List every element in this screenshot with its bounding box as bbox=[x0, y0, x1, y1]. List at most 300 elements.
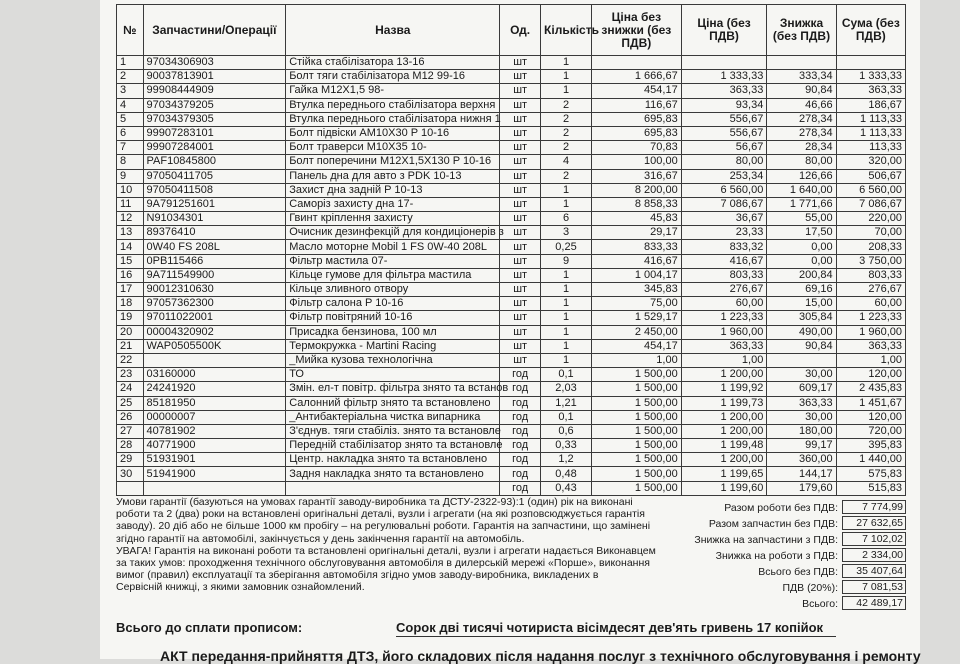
row-code: 24241920 bbox=[143, 382, 286, 396]
warranty-terms bbox=[116, 496, 656, 594]
row-qty: 0,43 bbox=[541, 481, 592, 495]
row-name: Захист дна задній P 10-13 bbox=[286, 183, 500, 197]
total-label: ПДВ (20%): bbox=[782, 582, 838, 594]
row-num: 24 bbox=[117, 382, 144, 396]
row-price-before: 1 500,00 bbox=[592, 410, 682, 424]
row-code: 0W40 FS 208L bbox=[143, 240, 286, 254]
row-code: 40771900 bbox=[143, 439, 286, 453]
row-qty: 1,2 bbox=[541, 453, 592, 467]
row-price: 1 199,48 bbox=[681, 439, 767, 453]
row-price bbox=[681, 56, 767, 70]
row-qty: 1 bbox=[541, 183, 592, 197]
row-discount: 30,00 bbox=[767, 410, 836, 424]
row-price: 80,00 bbox=[681, 155, 767, 169]
row-qty: 1,21 bbox=[541, 396, 592, 410]
row-qty: 1 bbox=[541, 268, 592, 282]
row-num: 16 bbox=[117, 268, 144, 282]
row-qty: 1 bbox=[541, 283, 592, 297]
row-discount: 333,34 bbox=[767, 70, 836, 84]
row-code: 9A791251601 bbox=[143, 197, 286, 211]
row-unit: шт bbox=[500, 311, 541, 325]
table-row bbox=[117, 368, 906, 382]
parts-table bbox=[116, 4, 906, 496]
row-code: 00004320902 bbox=[143, 325, 286, 339]
row-qty: 3 bbox=[541, 226, 592, 240]
row-price-before: 70,83 bbox=[592, 141, 682, 155]
row-name: Гайка M12X1,5 98- bbox=[286, 84, 500, 98]
row-unit: шт bbox=[500, 226, 541, 240]
row-price-before: 1 500,00 bbox=[592, 382, 682, 396]
row-num: 21 bbox=[117, 339, 144, 353]
table-header bbox=[117, 5, 906, 56]
total-row bbox=[676, 580, 906, 594]
row-unit: шт bbox=[500, 268, 541, 282]
col-num: № bbox=[117, 5, 144, 56]
row-code: 03160000 bbox=[143, 368, 286, 382]
amount-in-words-value: Сорок дві тисячі чотириста вісімдесят дев'ять гривень 17 копійок bbox=[396, 620, 836, 637]
row-unit: шт bbox=[500, 297, 541, 311]
row-sum bbox=[836, 56, 905, 70]
table-row bbox=[117, 410, 906, 424]
row-name: Болт поперечини M12X1,5X130 P 10-16 bbox=[286, 155, 500, 169]
row-discount: 278,34 bbox=[767, 126, 836, 140]
row-num: 13 bbox=[117, 226, 144, 240]
row-price-before: 2 450,00 bbox=[592, 325, 682, 339]
row-price: 363,33 bbox=[681, 339, 767, 353]
row-discount: 363,33 bbox=[767, 396, 836, 410]
row-discount: 46,66 bbox=[767, 98, 836, 112]
table-row bbox=[117, 70, 906, 84]
col-unit: Од. bbox=[500, 5, 541, 56]
row-sum: 575,83 bbox=[836, 467, 905, 481]
row-name: Фільтр повітряний 10-16 bbox=[286, 311, 500, 325]
table-row bbox=[117, 424, 906, 438]
row-price-before: 1 529,17 bbox=[592, 311, 682, 325]
col-price: Ціна (без ПДВ) bbox=[681, 5, 767, 56]
row-discount: 360,00 bbox=[767, 453, 836, 467]
table-row bbox=[117, 98, 906, 112]
row-qty: 2 bbox=[541, 112, 592, 126]
terms-line: за таких умов: проходження технічного обслуговування автомобіля в дилерській мережі «Порше», виконання bbox=[116, 557, 650, 570]
row-qty: 1 bbox=[541, 311, 592, 325]
row-code: PAF10845800 bbox=[143, 155, 286, 169]
row-name: Саморіз захисту дна 17- bbox=[286, 197, 500, 211]
totals-block bbox=[676, 500, 906, 612]
row-unit: шт bbox=[500, 84, 541, 98]
row-price-before: 316,67 bbox=[592, 169, 682, 183]
row-discount: 80,00 bbox=[767, 155, 836, 169]
row-price: 1 200,00 bbox=[681, 410, 767, 424]
table-row bbox=[117, 297, 906, 311]
table-row bbox=[117, 84, 906, 98]
row-price-before bbox=[592, 56, 682, 70]
row-name: Кільце зливного отвору bbox=[286, 283, 500, 297]
row-unit: год bbox=[500, 368, 541, 382]
row-qty: 1 bbox=[541, 325, 592, 339]
row-sum: 1 451,67 bbox=[836, 396, 905, 410]
row-num: 1 bbox=[117, 56, 144, 70]
table-row bbox=[117, 112, 906, 126]
row-price-before: 345,83 bbox=[592, 283, 682, 297]
row-qty: 1 bbox=[541, 84, 592, 98]
row-code: 97034306903 bbox=[143, 56, 286, 70]
row-qty: 6 bbox=[541, 212, 592, 226]
row-price: 556,67 bbox=[681, 126, 767, 140]
row-discount: 55,00 bbox=[767, 212, 836, 226]
row-qty: 2 bbox=[541, 141, 592, 155]
row-name: Центр. накладка знято та встановлено bbox=[286, 453, 500, 467]
row-num: 30 bbox=[117, 467, 144, 481]
row-price-before: 1 500,00 bbox=[592, 396, 682, 410]
row-sum: 1 960,00 bbox=[836, 325, 905, 339]
table-row bbox=[117, 453, 906, 467]
row-name bbox=[286, 481, 500, 495]
total-label: Знижка на запчастини з ПДВ: bbox=[694, 534, 838, 546]
row-num: 26 bbox=[117, 410, 144, 424]
row-num: 18 bbox=[117, 297, 144, 311]
row-code: 97034379205 bbox=[143, 98, 286, 112]
row-name: Болт траверси M10X35 10- bbox=[286, 141, 500, 155]
table-row bbox=[117, 126, 906, 140]
table-row bbox=[117, 339, 906, 353]
col-sum: Сума (без ПДВ) bbox=[836, 5, 905, 56]
row-code: 0PB115466 bbox=[143, 254, 286, 268]
row-num: 17 bbox=[117, 283, 144, 297]
row-price: 1 200,00 bbox=[681, 424, 767, 438]
row-unit: шт bbox=[500, 112, 541, 126]
row-sum: 1 440,00 bbox=[836, 453, 905, 467]
total-row bbox=[676, 516, 906, 530]
row-num: 11 bbox=[117, 197, 144, 211]
total-label: Разом запчастин без ПДВ: bbox=[708, 518, 838, 530]
table-row bbox=[117, 382, 906, 396]
row-sum: 70,00 bbox=[836, 226, 905, 240]
row-sum: 803,33 bbox=[836, 268, 905, 282]
row-price-before: 454,17 bbox=[592, 84, 682, 98]
row-discount: 305,84 bbox=[767, 311, 836, 325]
row-qty: 9 bbox=[541, 254, 592, 268]
row-price-before: 454,17 bbox=[592, 339, 682, 353]
row-qty: 2,03 bbox=[541, 382, 592, 396]
total-value: 7 081,53 bbox=[842, 580, 906, 594]
table-row bbox=[117, 353, 906, 367]
row-discount: 180,00 bbox=[767, 424, 836, 438]
row-num: 4 bbox=[117, 98, 144, 112]
row-code: 90012310630 bbox=[143, 283, 286, 297]
row-qty: 2 bbox=[541, 98, 592, 112]
row-name: Панель дна для авто з PDK 10-13 bbox=[286, 169, 500, 183]
row-qty: 1 bbox=[541, 70, 592, 84]
row-discount: 17,50 bbox=[767, 226, 836, 240]
row-unit: шт bbox=[500, 183, 541, 197]
row-sum: 276,67 bbox=[836, 283, 905, 297]
row-num: 5 bbox=[117, 112, 144, 126]
row-price-before: 1 500,00 bbox=[592, 424, 682, 438]
row-name: Масло моторне Mobil 1 FS 0W-40 208L bbox=[286, 240, 500, 254]
row-code: 51931901 bbox=[143, 453, 286, 467]
row-num: 22 bbox=[117, 353, 144, 367]
row-qty: 1 bbox=[541, 56, 592, 70]
row-code: 97011022001 bbox=[143, 311, 286, 325]
row-code: 00000007 bbox=[143, 410, 286, 424]
row-qty: 2 bbox=[541, 169, 592, 183]
row-num: 3 bbox=[117, 84, 144, 98]
row-name: Гвинт кріплення захисту bbox=[286, 212, 500, 226]
table-row bbox=[117, 254, 906, 268]
row-price: 1 200,00 bbox=[681, 368, 767, 382]
terms-line: Умови гарантії (базуються на умовах гарантії заводу-виробника та ДСТУ-2322-93):1 (один) рік на виконані bbox=[116, 496, 633, 508]
terms-line: вимог (правил) експлуатації та зберігання автомобіля згідно умов заводу-виробника, викладених в bbox=[116, 569, 599, 582]
row-code: N91034301 bbox=[143, 212, 286, 226]
total-value: 27 632,65 bbox=[842, 516, 906, 530]
row-price: 1 960,00 bbox=[681, 325, 767, 339]
table-row bbox=[117, 467, 906, 481]
row-name: Фільтр салона P 10-16 bbox=[286, 297, 500, 311]
row-price-before: 1 500,00 bbox=[592, 467, 682, 481]
row-num: 12 bbox=[117, 212, 144, 226]
row-num: 9 bbox=[117, 169, 144, 183]
row-name: З'єднув. тяги стабіліз. знято та встановле bbox=[286, 424, 500, 438]
row-price-before: 1 500,00 bbox=[592, 453, 682, 467]
row-unit: год bbox=[500, 424, 541, 438]
row-discount bbox=[767, 353, 836, 367]
row-price: 1 199,73 bbox=[681, 396, 767, 410]
total-value: 42 489,17 bbox=[842, 596, 906, 610]
row-unit: шт bbox=[500, 240, 541, 254]
row-sum: 506,67 bbox=[836, 169, 905, 183]
total-label: Знижка на роботи з ПДВ: bbox=[715, 550, 838, 562]
row-price: 276,67 bbox=[681, 283, 767, 297]
row-name: Передній стабілізатор знято та встановле bbox=[286, 439, 500, 453]
row-price: 1 223,33 bbox=[681, 311, 767, 325]
row-sum: 1 113,33 bbox=[836, 112, 905, 126]
row-price-before: 695,83 bbox=[592, 126, 682, 140]
row-name: Втулка переднього стабілізатора нижня 1 bbox=[286, 112, 500, 126]
total-row bbox=[676, 532, 906, 546]
row-code: 85181950 bbox=[143, 396, 286, 410]
row-sum: 60,00 bbox=[836, 297, 905, 311]
row-price: 60,00 bbox=[681, 297, 767, 311]
row-code: 89376410 bbox=[143, 226, 286, 240]
row-qty: 0,1 bbox=[541, 410, 592, 424]
row-unit: шт bbox=[500, 56, 541, 70]
row-price: 1,00 bbox=[681, 353, 767, 367]
row-sum: 3 750,00 bbox=[836, 254, 905, 268]
row-num: 8 bbox=[117, 155, 144, 169]
row-num: 10 bbox=[117, 183, 144, 197]
row-unit: шт bbox=[500, 353, 541, 367]
row-name: Задня накладка знято та встановлено bbox=[286, 467, 500, 481]
row-price: 253,34 bbox=[681, 169, 767, 183]
row-num bbox=[117, 481, 144, 495]
row-unit: шт bbox=[500, 70, 541, 84]
row-name: Присадка бензинова, 100 мл bbox=[286, 325, 500, 339]
row-price: 1 199,65 bbox=[681, 467, 767, 481]
row-price-before: 45,83 bbox=[592, 212, 682, 226]
total-value: 2 334,00 bbox=[842, 548, 906, 562]
row-name: Змін. ел-т повітр. фільтра знято та встанов bbox=[286, 382, 500, 396]
row-unit: год bbox=[500, 382, 541, 396]
row-unit: год bbox=[500, 481, 541, 495]
row-price: 1 199,60 bbox=[681, 481, 767, 495]
row-price-before: 1 666,67 bbox=[592, 70, 682, 84]
row-discount: 1 640,00 bbox=[767, 183, 836, 197]
col-qty: Кількість bbox=[541, 5, 592, 56]
row-discount: 1 771,66 bbox=[767, 197, 836, 211]
row-name: Фільтр мастила 07- bbox=[286, 254, 500, 268]
row-price-before: 1,00 bbox=[592, 353, 682, 367]
row-qty: 1 bbox=[541, 353, 592, 367]
table-row bbox=[117, 240, 906, 254]
table-row bbox=[117, 169, 906, 183]
row-unit: год bbox=[500, 439, 541, 453]
col-part: Запчастини/Операції bbox=[143, 5, 286, 56]
act-title: АКТ передання-прийняття ДТЗ, його складових після надання послуг з технічного обслуговування і ремонту bbox=[160, 648, 921, 664]
row-sum: 120,00 bbox=[836, 368, 905, 382]
row-num: 7 bbox=[117, 141, 144, 155]
total-value: 7 774,99 bbox=[842, 500, 906, 514]
row-price: 36,67 bbox=[681, 212, 767, 226]
row-code: 97050411705 bbox=[143, 169, 286, 183]
row-qty: 1 bbox=[541, 339, 592, 353]
row-discount: 200,84 bbox=[767, 268, 836, 282]
row-unit: шт bbox=[500, 169, 541, 183]
row-unit: шт bbox=[500, 197, 541, 211]
col-discount: Знижка (без ПДВ) bbox=[767, 5, 836, 56]
table-row bbox=[117, 268, 906, 282]
row-name: Болт тяги стабілізатора M12 99-16 bbox=[286, 70, 500, 84]
row-num: 29 bbox=[117, 453, 144, 467]
row-sum: 7 086,67 bbox=[836, 197, 905, 211]
row-qty: 1 bbox=[541, 297, 592, 311]
row-sum: 363,33 bbox=[836, 84, 905, 98]
row-price: 1 333,33 bbox=[681, 70, 767, 84]
row-unit: год bbox=[500, 396, 541, 410]
total-value: 7 102,02 bbox=[842, 532, 906, 546]
row-code: 97057362300 bbox=[143, 297, 286, 311]
row-name: Втулка переднього стабілізатора верхня bbox=[286, 98, 500, 112]
col-name: Назва bbox=[286, 5, 500, 56]
row-price-before: 1 500,00 bbox=[592, 368, 682, 382]
row-unit: год bbox=[500, 467, 541, 481]
row-name: Болт підвіски AM10X30 P 10-16 bbox=[286, 126, 500, 140]
terms-line: УВАГА! Гарантія на виконані роботи та встановлені оригінальні деталі, вузли і агрегати надається Виконавцем bbox=[116, 544, 656, 557]
row-price: 803,33 bbox=[681, 268, 767, 282]
row-price: 1 199,92 bbox=[681, 382, 767, 396]
row-qty: 0,33 bbox=[541, 439, 592, 453]
row-qty: 0,25 bbox=[541, 240, 592, 254]
table-row bbox=[117, 396, 906, 410]
total-label: Всього: bbox=[802, 598, 838, 610]
row-name: _Антибактеріальна чистка випарника bbox=[286, 410, 500, 424]
row-qty: 1 bbox=[541, 197, 592, 211]
total-row bbox=[676, 564, 906, 578]
row-price-before: 116,67 bbox=[592, 98, 682, 112]
table-row bbox=[117, 325, 906, 339]
row-discount: 179,60 bbox=[767, 481, 836, 495]
row-code: 40781902 bbox=[143, 424, 286, 438]
row-sum: 120,00 bbox=[836, 410, 905, 424]
row-price-before: 8 858,33 bbox=[592, 197, 682, 211]
amount-in-words-label: Всього до сплати прописом: bbox=[116, 620, 303, 635]
row-sum: 320,00 bbox=[836, 155, 905, 169]
row-unit: шт bbox=[500, 254, 541, 268]
table-row bbox=[117, 439, 906, 453]
table-row bbox=[117, 311, 906, 325]
row-price: 93,34 bbox=[681, 98, 767, 112]
row-qty: 4 bbox=[541, 155, 592, 169]
row-code: 97034379305 bbox=[143, 112, 286, 126]
row-num: 25 bbox=[117, 396, 144, 410]
row-discount: 90,84 bbox=[767, 84, 836, 98]
terms-line: згідно гарантії на автомобілі, закінчується у день закінчення гарантії на автомобіль. bbox=[116, 532, 525, 545]
row-code: WAP0505500K bbox=[143, 339, 286, 353]
row-code: 90037813901 bbox=[143, 70, 286, 84]
row-unit: шт bbox=[500, 283, 541, 297]
row-discount: 0,00 bbox=[767, 254, 836, 268]
terms-line: Сервісній книжці, з якими замовник ознайомлений. bbox=[116, 581, 365, 594]
row-name: Салонний фільтр знято та встановлено bbox=[286, 396, 500, 410]
row-qty: 0,1 bbox=[541, 368, 592, 382]
row-qty: 0,6 bbox=[541, 424, 592, 438]
row-code bbox=[143, 353, 286, 367]
row-num: 19 bbox=[117, 311, 144, 325]
row-price-before: 1 500,00 bbox=[592, 481, 682, 495]
row-price-before: 1 004,17 bbox=[592, 268, 682, 282]
row-price-before: 8 200,00 bbox=[592, 183, 682, 197]
row-sum: 6 560,00 bbox=[836, 183, 905, 197]
total-label: Разом роботи без ПДВ: bbox=[724, 502, 838, 514]
row-unit: год bbox=[500, 410, 541, 424]
row-name: Термокружка - Martini Racing bbox=[286, 339, 500, 353]
row-sum: 1 113,33 bbox=[836, 126, 905, 140]
row-unit: шт bbox=[500, 98, 541, 112]
row-num: 20 bbox=[117, 325, 144, 339]
table-row bbox=[117, 155, 906, 169]
row-unit: шт bbox=[500, 141, 541, 155]
invoice-sheet bbox=[100, 0, 921, 664]
row-name: Очисник дезинфекцій для кондиціонерів з bbox=[286, 226, 500, 240]
row-price: 7 086,67 bbox=[681, 197, 767, 211]
row-price-before: 416,67 bbox=[592, 254, 682, 268]
row-code: 51941900 bbox=[143, 467, 286, 481]
total-row bbox=[676, 596, 906, 610]
row-num: 6 bbox=[117, 126, 144, 140]
table-row bbox=[117, 283, 906, 297]
row-sum: 363,33 bbox=[836, 339, 905, 353]
row-code: 9A711549900 bbox=[143, 268, 286, 282]
table-row bbox=[117, 481, 906, 495]
row-unit: шт bbox=[500, 339, 541, 353]
row-sum: 2 435,83 bbox=[836, 382, 905, 396]
row-discount: 144,17 bbox=[767, 467, 836, 481]
row-discount: 69,16 bbox=[767, 283, 836, 297]
row-price: 833,32 bbox=[681, 240, 767, 254]
row-num: 15 bbox=[117, 254, 144, 268]
total-value: 35 407,64 bbox=[842, 564, 906, 578]
row-sum: 113,33 bbox=[836, 141, 905, 155]
row-price-before: 833,33 bbox=[592, 240, 682, 254]
row-discount: 15,00 bbox=[767, 297, 836, 311]
row-price-before: 29,17 bbox=[592, 226, 682, 240]
row-discount: 99,17 bbox=[767, 439, 836, 453]
row-discount: 126,66 bbox=[767, 169, 836, 183]
row-price-before: 100,00 bbox=[592, 155, 682, 169]
row-unit: год bbox=[500, 453, 541, 467]
row-price: 1 200,00 bbox=[681, 453, 767, 467]
total-row bbox=[676, 548, 906, 562]
row-qty: 2 bbox=[541, 126, 592, 140]
